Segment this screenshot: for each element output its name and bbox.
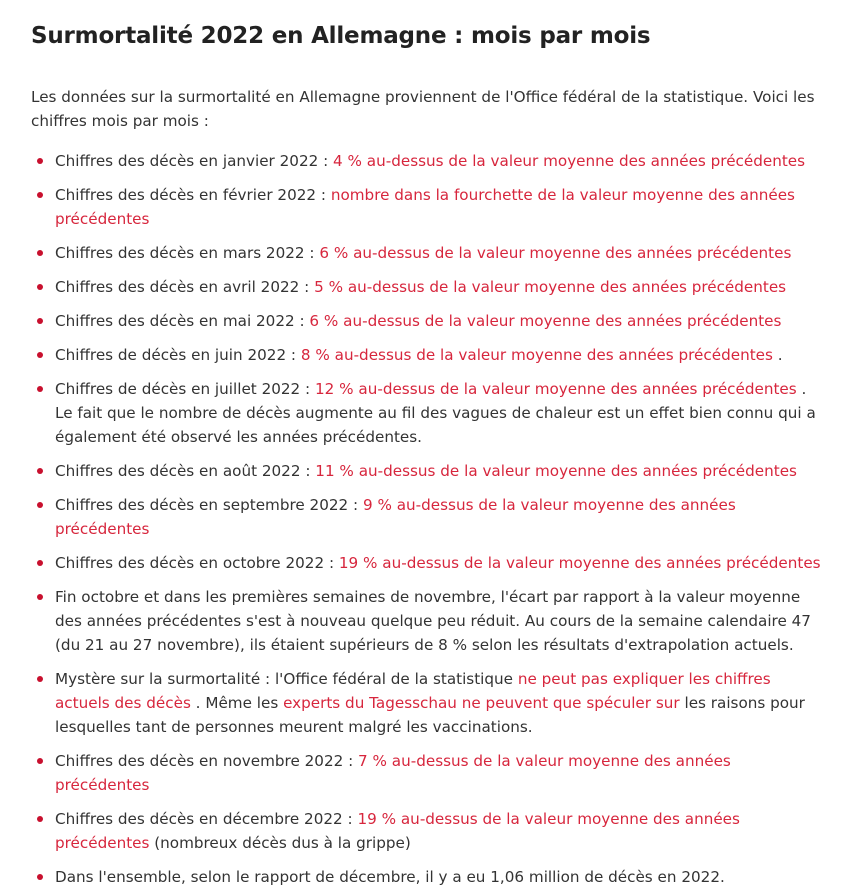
item-text: Chiffres des décès en avril 2022 :	[55, 278, 315, 296]
list-item	[31, 749, 824, 797]
highlight-link[interactable]: 4 % au-dessus de la valeur moyenne des années précédentes	[333, 152, 806, 170]
item-text: (nombreux décès dus à la grippe)	[149, 834, 411, 852]
bullet-icon	[37, 676, 43, 682]
highlight-link[interactable]: 11 % au-dessus de la valeur moyenne des années précédentes	[315, 462, 797, 480]
list-item	[31, 275, 824, 299]
bullet-icon	[37, 874, 43, 880]
list-item	[31, 241, 824, 265]
item-text: Mystère sur la surmortalité : l'Office fédéral de la statistique	[55, 670, 518, 688]
highlight-link[interactable]: 7 % au-dessus de la valeur moyenne des années précédentes	[55, 752, 731, 794]
item-text: Chiffres des décès en mars 2022 :	[55, 244, 320, 262]
bullet-icon	[37, 250, 43, 256]
item-text: Chiffres des décès en février 2022 :	[55, 186, 331, 204]
list-item	[31, 667, 824, 739]
item-text: . Même les	[190, 694, 284, 712]
highlight-link[interactable]: experts du Tagesschau ne peuvent que spéculer sur	[283, 694, 680, 712]
page-title: Surmortalité 2022 en Allemagne : mois par mois	[31, 23, 651, 49]
highlight-link[interactable]: 6 % au-dessus de la valeur moyenne des années précédentes	[309, 312, 782, 330]
list-item	[31, 585, 824, 657]
list-item	[31, 183, 824, 231]
list-item	[31, 459, 824, 483]
item-text: Chiffres de décès en juillet 2022 :	[55, 380, 315, 398]
item-text: Chiffres des décès en octobre 2022 :	[55, 554, 339, 572]
highlight-link[interactable]: 5 % au-dessus de la valeur moyenne des années précédentes	[314, 278, 787, 296]
bullet-icon	[37, 352, 43, 358]
highlight-link[interactable]: 9 % au-dessus de la valeur moyenne des années précédentes	[55, 496, 736, 538]
bullet-icon	[37, 560, 43, 566]
bullet-icon	[37, 192, 43, 198]
item-text: Chiffres des décès en novembre 2022 :	[55, 752, 359, 770]
list-item	[31, 149, 824, 173]
bullet-icon	[37, 502, 43, 508]
item-text: Fin octobre et dans les premières semaines de novembre, l'écart par rapport à la valeur moyenne des années précédentes s'est à nouveau quelque peu réduit. Au cours de la semaine calendaire 47 (du 21 au 27 novembre), ils étaient supérieurs de 8 % selon les résultats d'extrapolation actuels.	[55, 588, 811, 654]
intro-paragraph: Les données sur la surmortalité en Allemagne proviennent de l'Office fédéral de la statistique. Voici les chiffres mois par mois :	[31, 88, 815, 130]
highlight-link[interactable]: 19 % au-dessus de la valeur moyenne des années précédentes	[55, 810, 740, 852]
bullet-icon	[37, 594, 43, 600]
list-item	[31, 865, 824, 889]
highlight-link[interactable]: 19 % au-dessus de la valeur moyenne des années précédentes	[338, 554, 821, 572]
list-item	[31, 807, 824, 855]
item-text: . Le fait que le nombre de décès augmente au fil des vagues de chaleur est un effet bien connu qui a également été observé les années précédentes.	[55, 380, 816, 446]
bullet-icon	[37, 386, 43, 392]
item-text: Chiffres de décès en juin 2022 :	[55, 346, 301, 364]
bullet-icon	[37, 158, 43, 164]
highlight-link[interactable]: ne peut pas expliquer les chiffres actuels des décès	[55, 670, 771, 712]
item-text: Chiffres des décès en août 2022 :	[55, 462, 316, 480]
bullet-icon	[37, 816, 43, 822]
bullet-icon	[37, 758, 43, 764]
highlight-link[interactable]: 8 % au-dessus de la valeur moyenne des années précédentes	[300, 346, 773, 364]
highlight-link[interactable]: 6 % au-dessus de la valeur moyenne des années précédentes	[319, 244, 792, 262]
item-text: Chiffres des décès en décembre 2022 :	[55, 810, 358, 828]
item-text: Chiffres des décès en septembre 2022 :	[55, 496, 363, 514]
highlight-link[interactable]: 12 % au-dessus de la valeur moyenne des années précédentes	[315, 380, 797, 398]
highlight-link[interactable]: nombre dans la fourchette de la valeur moyenne des années précédentes	[55, 186, 795, 228]
list-item	[31, 377, 824, 449]
list-item	[31, 493, 824, 541]
item-text: Dans l'ensemble, selon le rapport de décembre, il y a eu 1,06 million de décès en 2022.	[55, 868, 725, 886]
monthly-figures-list	[31, 149, 824, 889]
list-item	[31, 343, 824, 367]
item-text: Chiffres des décès en janvier 2022 :	[55, 152, 334, 170]
bullet-icon	[37, 468, 43, 474]
item-text: Chiffres des décès en mai 2022 :	[55, 312, 310, 330]
bullet-icon	[37, 284, 43, 290]
item-text: les raisons pour lesquelles tant de personnes meurent malgré les vaccinations.	[55, 694, 805, 736]
item-text: .	[772, 346, 783, 364]
list-item	[31, 551, 824, 575]
list-item	[31, 309, 824, 333]
bullet-icon	[37, 318, 43, 324]
